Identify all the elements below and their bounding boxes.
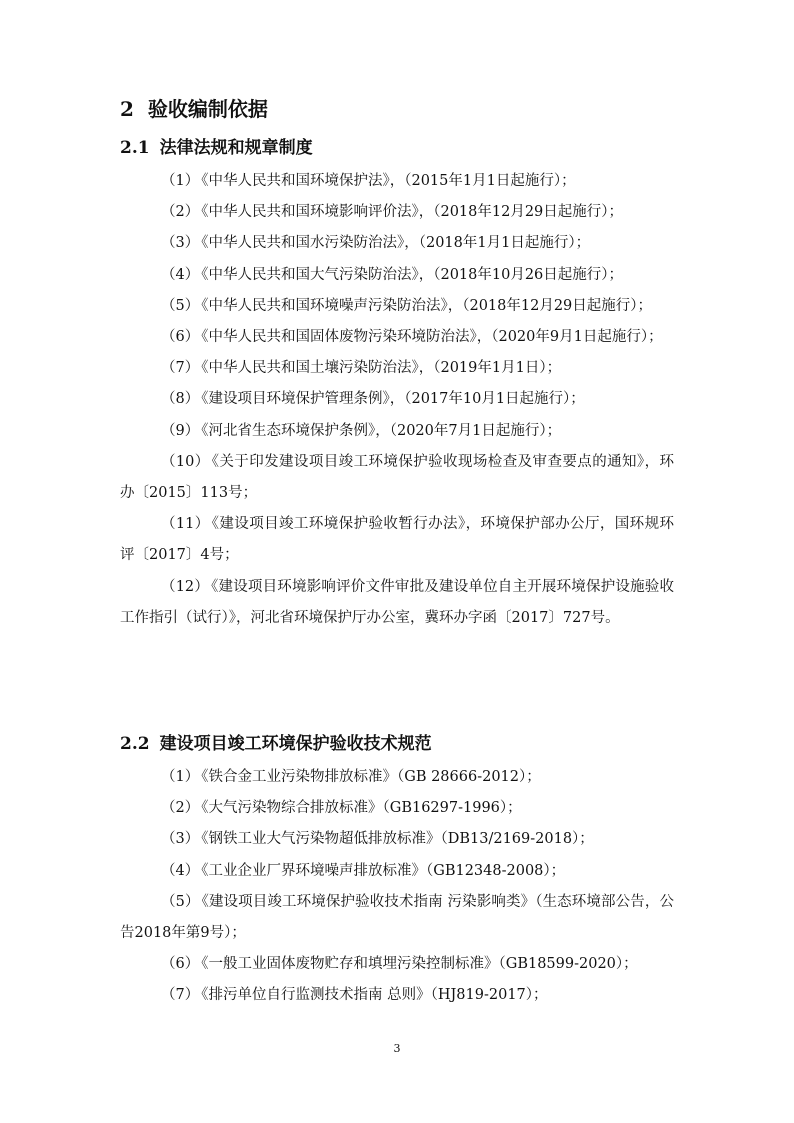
- list-item: （3） 《中华人民共和国水污染防治法》，（2018年1月1日起施行）；: [161, 235, 591, 252]
- subsection-number: 2.1: [120, 138, 150, 158]
- list-item: （12） 《建设项目环境影响评价文件审批及建设单位自主开展环境保护设施验收工作指引（试行）》，河北省环境保护厅办公室，冀环办字函〔2017〕727号。: [120, 578, 675, 626]
- list-item: （1） 《中华人民共和国环境保护法》，（2015年1月1日起施行）；: [161, 173, 576, 189]
- list-item: （4） 《中华人民共和国大气污染防治法》，（2018年10月26日起施行）；: [161, 266, 624, 283]
- subsection-title: 法律法规和规章制度: [159, 138, 313, 158]
- list-item: （11） 《建设项目竣工环境保护验收暂行办法》，环境保护部办公厅，国环规环评〔2017〕4号；: [120, 516, 675, 564]
- list-item: （1） 《铁合金工业污染物排放标准》（GB 28666-2012）；: [161, 769, 541, 785]
- section-heading: [120, 94, 268, 124]
- list-item: （10） 《关于印发建设项目竣工环境保护验收现场检查及审查要点的通知》，环办〔2015〕113号；: [120, 453, 675, 502]
- subsection-title: 建设项目竣工环境保护验收技术规范: [159, 734, 432, 754]
- list-item: （3） 《钢铁工业大气污染物超低排放标准》（DB13/2169-2018）；: [161, 831, 594, 848]
- standards-list: [120, 762, 674, 1012]
- list-item: （9） 《河北省生态环境保护条例》，（2020年7月1日起施行）；: [161, 422, 562, 439]
- list-item: （4） 《工业企业厂界环境噪声排放标准》（GB12348-2008）；: [161, 862, 566, 879]
- subsection-number: 2.2: [120, 734, 150, 754]
- list-item: （7） 《排污单位自行监测技术指南 总则》（HJ819-2017）；: [161, 987, 548, 1004]
- subsection-heading-laws: [120, 135, 313, 161]
- subsection-heading-standards: [120, 731, 432, 757]
- section-title: 验收编制依据: [147, 97, 268, 121]
- list-item: （7） 《中华人民共和国土壤污染防治法》，（2019年1月1日）；: [161, 360, 562, 377]
- list-item: （6） 《一般工业固体废物贮存和填埋污染控制标准》（GB18599-2020）；: [161, 956, 638, 973]
- list-item: （5） 《建设项目竣工环境保护验收技术指南 污染影响类》（生态环境部公告，公告2018年第9号）；: [120, 893, 674, 942]
- list-item: （8） 《建设项目环境保护管理条例》，（2017年10月1日起施行）；: [161, 391, 585, 408]
- list-item: （6） 《中华人民共和国固体废物污染环境防治法》，（2020年9月1日起施行）；: [161, 329, 663, 346]
- list-item: （2） 《大气污染物综合排放标准》（GB16297-1996）；: [161, 800, 522, 817]
- list-item: （2） 《中华人民共和国环境影响评价法》，（2018年12月29日起施行）；: [161, 204, 624, 221]
- list-item: （5） 《中华人民共和国环境噪声污染防治法》，（2018年12月29日起施行）；: [161, 297, 653, 314]
- section-number: 2: [120, 97, 134, 121]
- page-number: 3: [393, 1042, 401, 1055]
- laws-list: [120, 166, 674, 634]
